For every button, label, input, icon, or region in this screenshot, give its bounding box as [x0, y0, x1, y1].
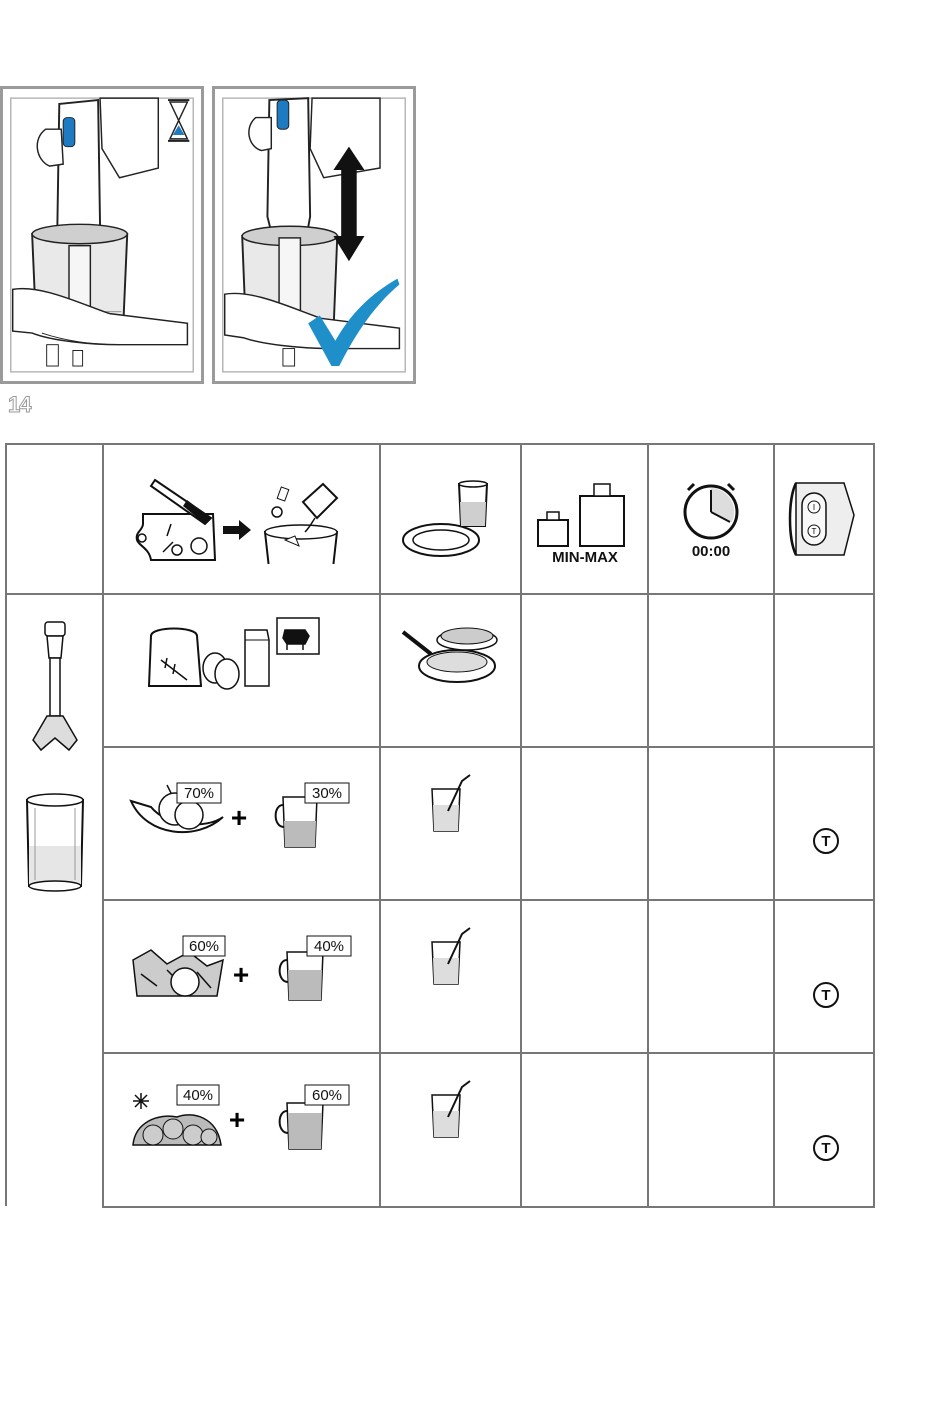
- row1-ingredients: [105, 596, 379, 746]
- row2-ingredients: [105, 749, 379, 899]
- attachment-beaker: [7, 788, 102, 898]
- row4-liquid-percent: 60%: [311, 1087, 343, 1104]
- header-ingredients: [105, 445, 379, 593]
- plate-and-glass-icon: [401, 474, 501, 564]
- turbo-button-icon: T: [813, 982, 839, 1008]
- row3-liquid-percent: 40%: [313, 938, 345, 955]
- attachment-blender-foot: [7, 613, 102, 763]
- table-row-rule: [104, 1052, 875, 1054]
- row1-speed: [775, 596, 873, 746]
- glass-straw-icon: [426, 1077, 476, 1141]
- move-up-down-panel: [212, 86, 416, 384]
- hourglass-icon: [168, 100, 189, 141]
- row4-ingredients: [105, 1055, 379, 1205]
- row4-ingredient-percent: 40%: [182, 1087, 214, 1104]
- row4-result: [381, 1055, 520, 1205]
- svg-text:T: T: [811, 527, 817, 536]
- figure-number: 14: [8, 392, 31, 417]
- row2-time: [649, 749, 773, 899]
- move-up-down-illustration: [215, 89, 413, 381]
- row2-liquid-percent: 30%: [311, 785, 343, 802]
- table-border-bottom: [104, 1206, 875, 1208]
- glass-straw-icon: [426, 771, 476, 835]
- row3-result: [381, 902, 520, 1052]
- plus-sign: +: [228, 1104, 246, 1135]
- button-switch-icon: [784, 479, 864, 559]
- row2-result: [381, 749, 520, 899]
- row4-time: [649, 1055, 773, 1205]
- row1-quantity: [522, 596, 647, 746]
- snowflake-icon: [133, 1093, 149, 1109]
- turbo-button-icon: T: [813, 1135, 839, 1161]
- row3-time: [649, 902, 773, 1052]
- table-row-rule: [104, 746, 875, 748]
- hold-blender-panel: [0, 86, 204, 384]
- row3-ingredient-percent: 60%: [188, 938, 220, 955]
- quantity-label: MIN-MAX: [551, 549, 618, 564]
- header-time: [649, 445, 773, 593]
- stopwatch-icon: [666, 474, 756, 564]
- beaker-icon: [23, 790, 87, 896]
- row1-time: [649, 596, 773, 746]
- chop-and-fill-icon: [127, 474, 357, 564]
- vegetables-icon: [127, 930, 357, 1002]
- pancakes-pan-icon: [401, 620, 501, 690]
- header-quantity: [522, 445, 647, 593]
- blender-foot-icon: [25, 618, 85, 758]
- row1-result: [381, 596, 520, 746]
- table-row-rule: [104, 899, 875, 901]
- glass-straw-icon: [426, 924, 476, 988]
- flour-eggs-milk-icon: [147, 616, 337, 696]
- row2-ingredient-percent: 70%: [183, 785, 215, 802]
- table-border-right: [873, 443, 875, 1208]
- table-col-rule: [102, 443, 104, 1208]
- frozen-berries-icon: [127, 1083, 357, 1155]
- plus-sign: +: [232, 959, 250, 990]
- plus-sign: +: [230, 802, 248, 833]
- row3-quantity: [522, 902, 647, 1052]
- up-down-arrow-icon: [333, 147, 364, 262]
- svg-text:I: I: [812, 503, 816, 512]
- fruit-icon: [127, 777, 357, 849]
- table-header-rule: [5, 593, 875, 595]
- row2-quantity: [522, 749, 647, 899]
- turbo-button-icon: T: [813, 828, 839, 854]
- hold-blender-illustration: [3, 89, 201, 381]
- time-label: 00:00: [691, 543, 731, 560]
- header-speed: [775, 445, 873, 593]
- row4-quantity: [522, 1055, 647, 1205]
- weights-icon: [530, 474, 640, 564]
- header-result: [381, 445, 520, 593]
- row3-ingredients: [105, 902, 379, 1052]
